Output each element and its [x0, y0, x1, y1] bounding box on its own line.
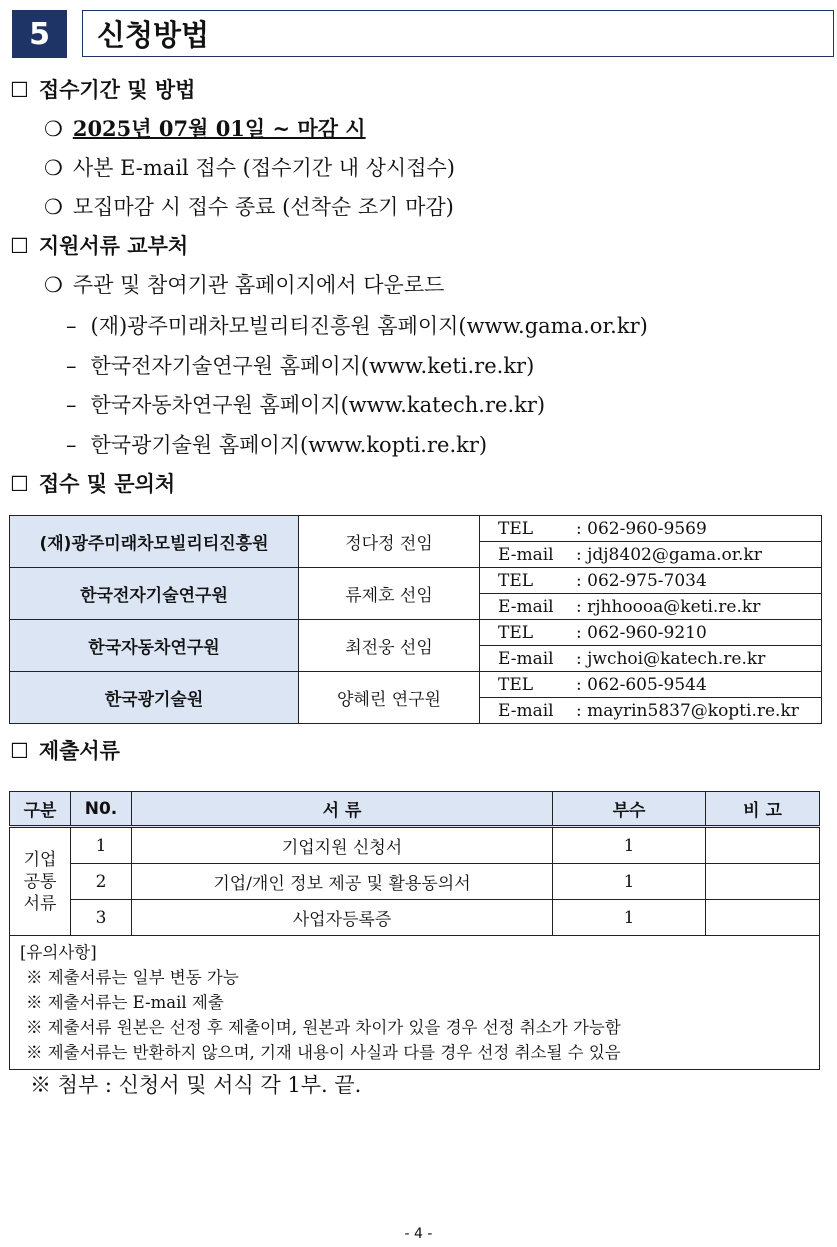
documents-table	[9, 791, 820, 1070]
table-row	[10, 516, 822, 542]
copy-count: 1	[553, 900, 706, 936]
tel-value: : 062-605-9544	[576, 674, 707, 695]
heading-text: 제출서류	[38, 739, 120, 763]
dash-bullet-icon: –	[66, 314, 77, 338]
email-value: : rjhhoooa@keti.re.kr	[576, 596, 761, 617]
item-text: 주관 및 참여기관 홈페이지에서 다운로드	[72, 273, 445, 297]
link-line	[66, 431, 487, 459]
tel-label: TEL	[498, 518, 534, 539]
square-bullet-icon: ☐	[10, 739, 29, 763]
org-name: 한국자동차연구원	[10, 620, 299, 672]
email-value: : jwchoi@katech.re.kr	[576, 648, 766, 669]
document-name: 기업지원 신청서	[132, 827, 553, 864]
org-name: 한국전자기술연구원	[10, 568, 299, 620]
document-name: 기업/개인 정보 제공 및 활용동의서	[132, 864, 553, 900]
notes-row	[10, 936, 820, 1070]
link-text: 한국광기술원 홈페이지(www.kopti.re.kr)	[90, 433, 488, 457]
tel-value: : 062-960-9210	[576, 622, 707, 643]
item-text: 2025년 07월 01일 ~ 마감 시	[72, 116, 366, 141]
link-text: (재)광주미래차모빌리티진흥원 홈페이지(www.gama.or.kr)	[90, 314, 648, 338]
tel-cell	[480, 568, 822, 594]
email-label: E-mail	[498, 596, 554, 617]
tel-value: : 062-960-9569	[576, 518, 707, 539]
remark	[706, 864, 820, 900]
tel-cell	[480, 672, 822, 698]
heading-text: 접수기간 및 방법	[38, 78, 196, 102]
heading-text: 지원서류 교부처	[38, 234, 189, 258]
section-number: 5	[12, 10, 67, 58]
tel-label: TEL	[498, 570, 534, 591]
list-item	[44, 193, 454, 221]
table-row	[10, 864, 820, 900]
column-header: 구분	[10, 792, 71, 827]
dash-bullet-icon: –	[66, 433, 77, 457]
org-name: 한국광기술원	[10, 672, 299, 724]
row-number: 1	[71, 827, 132, 864]
circle-bullet-icon: ❍	[44, 117, 63, 141]
copy-count: 1	[553, 827, 706, 864]
column-header: 비 고	[706, 792, 820, 827]
square-bullet-icon: ☐	[10, 78, 29, 102]
email-cell	[480, 542, 822, 568]
table-row	[10, 672, 822, 698]
section1-heading	[10, 76, 195, 104]
email-cell	[480, 594, 822, 620]
contact-person: 류제호 선임	[299, 568, 480, 620]
contact-person: 양혜린 연구원	[299, 672, 480, 724]
table-row	[10, 900, 820, 936]
attachment-note: ※ 첨부 : 신청서 및 서식 각 1부. 끝.	[30, 1073, 362, 1097]
row-number: 3	[71, 900, 132, 936]
tel-cell	[480, 620, 822, 646]
table-row	[10, 568, 822, 594]
notes-cell	[10, 936, 820, 1070]
list-item	[44, 115, 366, 143]
circle-bullet-icon: ❍	[44, 195, 63, 219]
circle-bullet-icon: ❍	[44, 156, 63, 180]
row-number: 2	[71, 864, 132, 900]
note-line: ※ 제출서류는 E-mail 제출	[26, 993, 224, 1012]
email-value: : jdj8402@gama.or.kr	[576, 544, 762, 565]
note-line: ※ 제출서류는 일부 변동 가능	[26, 968, 239, 987]
page-number: - 4 -	[404, 1226, 433, 1242]
heading-text: 접수 및 문의처	[38, 472, 176, 496]
link-line	[66, 391, 545, 419]
notes-title: [유의사항]	[20, 943, 97, 962]
link-text: 한국전자기술연구원 홈페이지(www.keti.re.kr)	[90, 354, 535, 378]
link-line	[66, 352, 534, 380]
tel-label: TEL	[498, 622, 534, 643]
email-value: : mayrin5837@kopti.re.kr	[576, 700, 799, 721]
note-line: ※ 제출서류 원본은 선정 후 제출이며, 원본과 차이가 있을 경우 선정 취소가 가능함	[26, 1018, 621, 1037]
list-item	[44, 271, 444, 299]
remark	[706, 827, 820, 864]
column-header: 서 류	[132, 792, 553, 827]
group-label: 기업 공통 서류	[10, 827, 71, 936]
column-header: 부수	[553, 792, 706, 827]
section4-heading	[10, 737, 120, 765]
section3-heading	[10, 470, 175, 498]
document-name: 사업자등록증	[132, 900, 553, 936]
email-cell	[480, 646, 822, 672]
dash-bullet-icon: –	[66, 354, 77, 378]
item-text: 사본 E-mail 접수 (접수기간 내 상시접수)	[72, 156, 455, 180]
contact-table	[9, 515, 822, 724]
email-cell	[480, 698, 822, 724]
tel-value: : 062-975-7034	[576, 570, 707, 591]
section-title: 신청방법	[82, 10, 834, 57]
copy-count: 1	[553, 864, 706, 900]
org-name: (재)광주미래차모빌리티진흥원	[10, 516, 299, 568]
email-label: E-mail	[498, 544, 554, 565]
column-header: N0.	[71, 792, 132, 827]
square-bullet-icon: ☐	[10, 234, 29, 258]
table-header-row	[10, 792, 820, 827]
table-row	[10, 827, 820, 864]
contact-person: 최전웅 선임	[299, 620, 480, 672]
link-line	[66, 312, 648, 340]
email-label: E-mail	[498, 648, 554, 669]
tel-label: TEL	[498, 674, 534, 695]
list-item	[44, 154, 455, 182]
note-line: ※ 제출서류는 반환하지 않으며, 기재 내용이 사실과 다를 경우 선정 취소될 수 있음	[26, 1043, 621, 1062]
remark	[706, 900, 820, 936]
link-text: 한국자동차연구원 홈페이지(www.katech.re.kr)	[90, 393, 546, 417]
circle-bullet-icon: ❍	[44, 273, 63, 297]
table-row	[10, 620, 822, 646]
email-label: E-mail	[498, 700, 554, 721]
square-bullet-icon: ☐	[10, 472, 29, 496]
section2-heading	[10, 232, 188, 260]
contact-person: 정다정 전임	[299, 516, 480, 568]
item-text: 모집마감 시 접수 종료 (선착순 조기 마감)	[72, 195, 454, 219]
dash-bullet-icon: –	[66, 393, 77, 417]
tel-cell	[480, 516, 822, 542]
